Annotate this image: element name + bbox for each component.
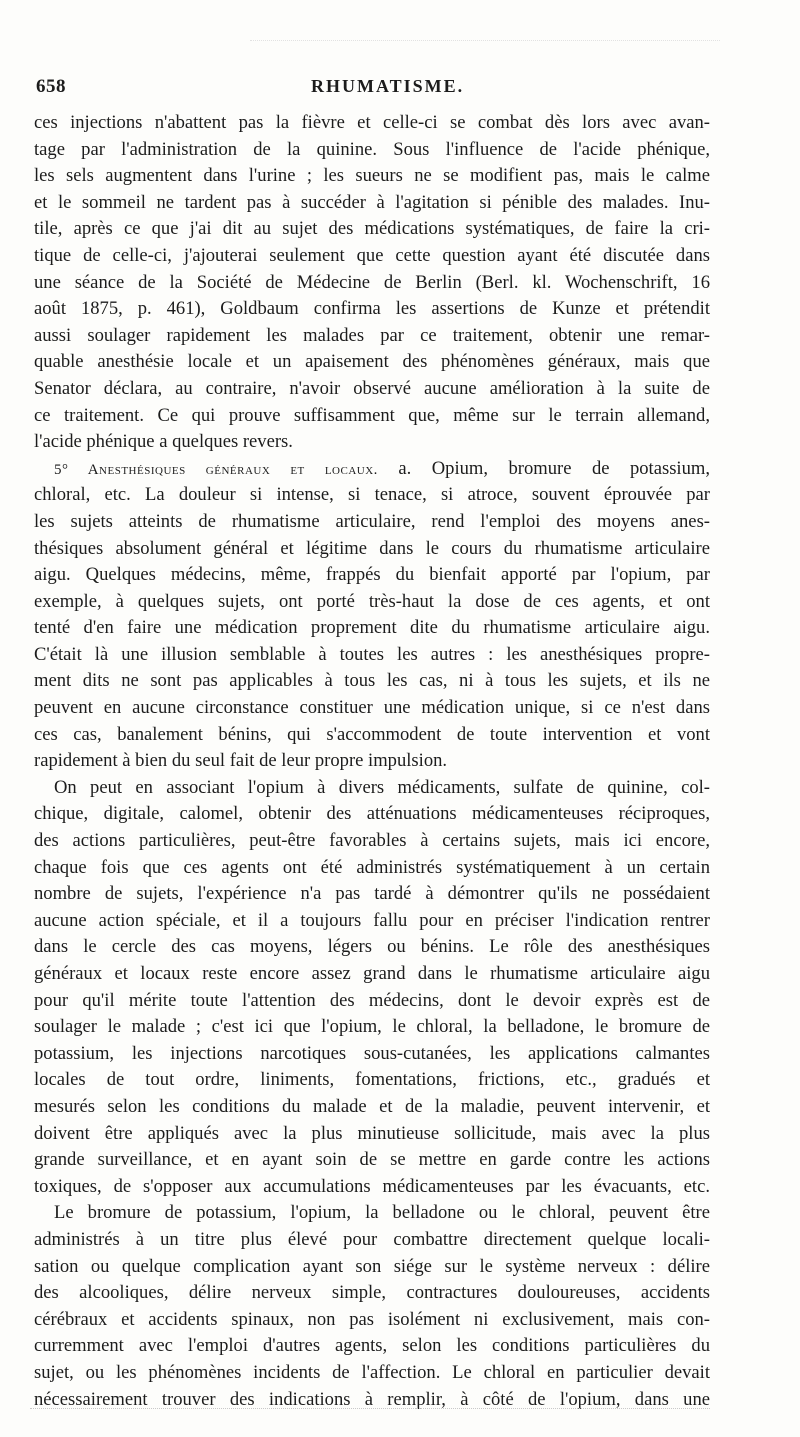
- text-line: ces cas, banalement bénins, qui s'accommodent de toute intervention et vont: [34, 723, 710, 745]
- text-line: ce traitement. Ce qui prouve suffisamment que, même sur le terrain allemand,: [34, 404, 710, 426]
- text-line: curremment avec l'emploi d'autres agents, selon les conditions particulières du: [34, 1335, 710, 1357]
- text-line: tage par l'administration de la quinine. Sous l'influence de l'acide phénique,: [34, 138, 710, 160]
- text-line: tenté d'en faire une médication proprement dite du rhumatisme articulaire aigu.: [34, 617, 710, 639]
- running-title: RHUMATISME.: [311, 76, 465, 96]
- text-line: les sujets atteints de rhumatisme articulaire, rend l'emploi des moyens anes-: [34, 510, 710, 532]
- text-line: aucune action spéciale, et il a toujours fallu pour en préciser l'indication rentrer: [34, 909, 710, 931]
- text-line: généraux et locaux reste encore assez grand dans le rhumatisme articulaire aigu: [34, 963, 710, 984]
- text-line: locales de tout ordre, liniments, fomentations, frictions, etc., gradués et: [34, 1069, 710, 1091]
- text-line: aussi soulager rapidement les malades par ce traitement, obtenir une remar-: [34, 324, 710, 346]
- section-heading-line: [34, 456, 710, 483]
- running-head: [36, 76, 706, 102]
- text-line: doivent être appliqués avec la plus minutieuse sollicitude, mais avec la plus: [34, 1122, 710, 1144]
- text-line: les sels augmentent dans l'urine ; les sueurs ne se modifient pas, mais le calme: [34, 165, 710, 187]
- text-line: l'acide phénique a quelques revers.: [34, 431, 293, 453]
- bottom-rule: [30, 1408, 710, 1409]
- text-line: On peut en associant l'opium à divers médicaments, sulfate de quinine, col-: [54, 776, 710, 798]
- text-line: chique, digitale, calomel, obtenir des atténuations médicamenteuses réciproques,: [34, 803, 710, 825]
- text-line: quable anesthésie locale et un apaisement des phénomènes généraux, mais que: [34, 351, 710, 373]
- text-line: Le bromure de potassium, l'opium, la belladone ou le chloral, peuvent être: [54, 1202, 710, 1224]
- text-line: et le sommeil ne tardent pas à succéder à l'agitation si pénible des malades. Inu-: [34, 191, 710, 213]
- text-line: mesurés selon les conditions du malade et de la maladie, peuvent intervenir, et: [34, 1095, 710, 1117]
- text-line: Senator déclara, au contraire, n'avoir observé aucune amélioration à la suite de: [34, 377, 710, 399]
- text-line: soulager le malade ; c'est ici que l'opium, le chloral, la belladone, le bromure de: [34, 1016, 710, 1038]
- text-line: sation ou quelque complication ayant son siége sur le système nerveux : délire: [34, 1255, 710, 1277]
- text-line: cérébraux et accidents spinaux, non pas isolément ni exclusivement, mais con-: [34, 1308, 710, 1330]
- text-line: ment dits ne sont pas applicables à tous les cas, ni à tous les sujets, et ils ne: [34, 670, 710, 692]
- text-line: août 1875, p. 461), Goldbaum confirma les assertions de Kunze et prétendit: [34, 298, 710, 320]
- paragraph-2: [34, 456, 710, 775]
- text-line: toxiques, de s'opposer aux accumulations médicamenteuses par les évacuants, etc.: [34, 1175, 710, 1197]
- text-line: des actions particulières, peut-être favorables à certains sujets, mais ici encore,: [34, 830, 710, 852]
- text-line: ces injections n'abattent pas la fièvre et celle-ci se combat dès lors avec avan-: [34, 112, 710, 133]
- paragraph-4: [34, 1200, 710, 1413]
- text-line: administrés à un titre plus élevé pour combattre directement quelque locali-: [34, 1228, 710, 1250]
- text-line: peuvent en aucune circonstance constituer une médication unique, si ce n'est dans: [34, 697, 710, 719]
- text-line: une séance de la Société de Médecine de Berlin (Berl. kl. Wochenschrift, 16: [34, 271, 710, 293]
- text-line: chaque fois que ces agents ont été administrés systématiquement à un certain: [34, 856, 710, 878]
- text-line: dans le cercle des cas moyens, légers ou bénins. Le rôle des anesthésiques: [34, 936, 710, 958]
- text-line: pour qu'il mérite toute l'attention des médecins, dont le devoir exprès est de: [34, 989, 710, 1011]
- text-line: thésiques absolument général et légitime dans le cours du rhumatisme articulaire: [34, 537, 710, 559]
- text-line: nécessairement trouver des indications à remplir, à côté de l'opium, dans une: [34, 1388, 710, 1410]
- text-line: chloral, etc. La douleur si intense, si tenace, si atroce, souvent éprouvée par: [34, 484, 710, 506]
- text-line: des alcooliques, délire nerveux simple, contractures douloureuses, accidents: [34, 1282, 710, 1304]
- paragraph-3: [34, 775, 710, 1201]
- section-heading: 5° Anesthésiques généraux et locaux.: [54, 461, 378, 478]
- text-line: C'était là une illusion semblable à toutes les autres : les anesthésiques propre-: [34, 643, 710, 665]
- text-line: grande surveillance, et en ayant soin de se mettre en garde contre les actions: [34, 1149, 710, 1171]
- text-line: aigu. Quelques médecins, même, frappés du bienfait apporté par l'opium, par: [34, 564, 710, 586]
- bleed-through-rule: [250, 40, 720, 41]
- text-line: tile, après ce que j'ai dit au sujet des médications systématiques, de faire la cri-: [34, 218, 710, 240]
- text-line: exemple, à quelques sujets, ont porté très-haut la dose de ces agents, et ont: [34, 590, 710, 612]
- text-line: tique de celle-ci, j'ajouterai seulement que cette question ayant été discutée dans: [34, 244, 710, 266]
- text-line-fragment: a. Opium, bromure de potassium,: [398, 457, 710, 479]
- paragraph-1: [34, 110, 710, 456]
- body-text: [34, 110, 710, 1413]
- text-line: nombre de sujets, l'expérience n'a pas tardé à démontrer qu'ils ne possédaient: [34, 883, 710, 905]
- text-line: sujet, ou les phénomènes incidents de l'affection. Le chloral en particulier devait: [34, 1361, 710, 1383]
- text-line: rapidement à bien du seul fait de leur propre impulsion.: [34, 750, 448, 772]
- text-line: potassium, les injections narcotiques sous-cutanées, les applications calmantes: [34, 1042, 710, 1064]
- page-number: 658: [36, 76, 66, 97]
